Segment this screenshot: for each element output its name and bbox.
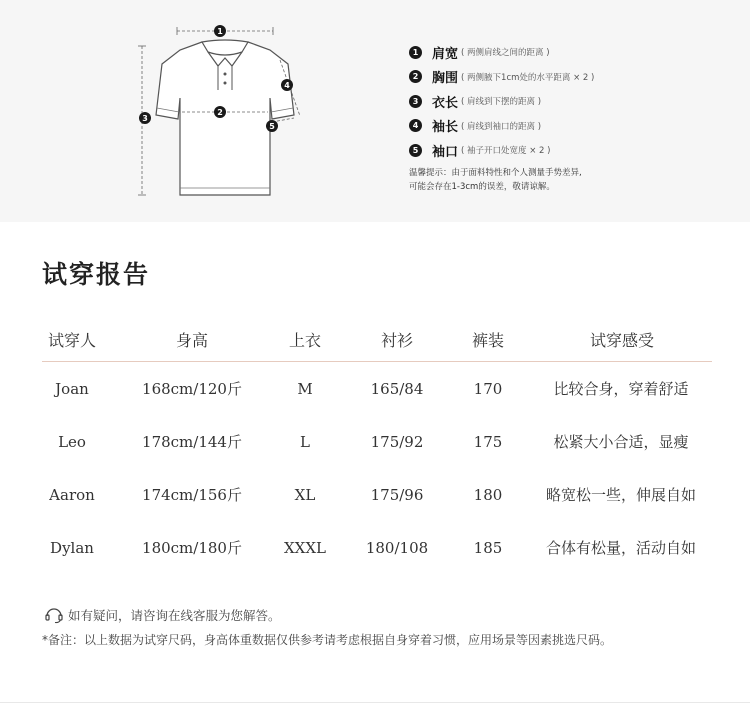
measurement-legend bbox=[409, 40, 594, 163]
bottom-divider bbox=[0, 702, 750, 703]
cell-top: L bbox=[300, 433, 310, 451]
number-badge-icon: 4 bbox=[409, 119, 422, 132]
table-row bbox=[0, 469, 750, 522]
marker-4-icon bbox=[281, 79, 293, 91]
header-pants: 裤装 bbox=[471, 331, 505, 350]
legend-item bbox=[409, 114, 594, 139]
customer-service-hint bbox=[44, 606, 281, 624]
cell-shirt: 175/92 bbox=[370, 433, 424, 451]
cell-height: 178cm/144斤 bbox=[142, 433, 242, 451]
legend-desc: ( 两侧肩线之间的距离 ) bbox=[461, 48, 550, 59]
cell-tester: Dylan bbox=[50, 539, 94, 557]
number-badge-icon: 5 bbox=[409, 144, 422, 157]
legend-item bbox=[409, 65, 594, 90]
cell-height: 174cm/156斤 bbox=[142, 486, 242, 504]
legend-desc: ( 肩线到袖口的距离 ) bbox=[461, 121, 542, 132]
legend-term: 肩宽 bbox=[432, 46, 459, 62]
cell-pants: 170 bbox=[473, 380, 503, 398]
legend-term: 胸围 bbox=[432, 71, 459, 87]
headset-icon bbox=[44, 606, 64, 624]
legend-term: 袖长 bbox=[432, 120, 459, 136]
legend-desc: ( 袖子开口处宽度 × 2 ) bbox=[461, 146, 551, 157]
faq-text: 如有疑问，请咨询在线客服为您解答。 bbox=[68, 608, 281, 623]
polo-shirt-icon bbox=[130, 20, 320, 205]
cell-shirt: 180/108 bbox=[365, 539, 429, 557]
cell-shirt: 175/96 bbox=[370, 486, 424, 504]
cell-top: XL bbox=[294, 486, 316, 504]
marker-5-icon bbox=[266, 120, 278, 132]
marker-2-icon bbox=[214, 106, 226, 118]
header-height: 身高 bbox=[175, 331, 209, 350]
svg-text:4: 4 bbox=[284, 81, 290, 90]
svg-text:3: 3 bbox=[142, 114, 148, 123]
number-badge-icon: 2 bbox=[409, 70, 422, 83]
measurement-tip bbox=[409, 166, 649, 194]
cell-shirt: 165/84 bbox=[370, 380, 424, 398]
cell-feedback: 合体有松量，活动自如 bbox=[545, 539, 697, 557]
svg-text:5: 5 bbox=[269, 122, 275, 131]
number-badge-icon: 1 bbox=[409, 46, 422, 59]
cell-height: 180cm/180斤 bbox=[142, 539, 242, 557]
cell-pants: 175 bbox=[473, 433, 503, 451]
shirt-diagram bbox=[130, 20, 320, 205]
cell-tester: Joan bbox=[55, 380, 89, 398]
legend-term: 衣长 bbox=[432, 95, 459, 111]
table-row bbox=[0, 416, 750, 469]
marker-1-icon bbox=[214, 25, 226, 37]
tip-line: 可能会存在1-3cm的误差，敬请谅解。 bbox=[409, 182, 555, 192]
cell-feedback: 略宽松一些，伸展自如 bbox=[545, 486, 697, 504]
marker-3-icon bbox=[139, 112, 151, 124]
table-row bbox=[0, 363, 750, 416]
page-title: 试穿报告 bbox=[42, 260, 151, 289]
legend-item bbox=[409, 40, 594, 65]
remark-note: *备注：以上数据为试穿尺码，身高体重数据仅供参考请考虑根据自身穿着习惯，应用场景等因素挑选尺码。 bbox=[42, 633, 613, 647]
legend-term: 袖口 bbox=[432, 144, 459, 160]
svg-text:1: 1 bbox=[217, 27, 223, 36]
legend-desc: ( 两侧腋下1cm处的水平距离 × 2 ) bbox=[461, 72, 595, 83]
tip-line: 温馨提示：由于面料特性和个人测量手势差异, bbox=[409, 168, 582, 178]
header-tester: 试穿人 bbox=[47, 331, 97, 350]
table-header-row bbox=[42, 322, 712, 362]
cell-pants: 185 bbox=[473, 539, 503, 557]
cell-tester: Leo bbox=[58, 433, 86, 451]
legend-desc: ( 肩线到下摆的距离 ) bbox=[461, 97, 542, 108]
cell-top: M bbox=[297, 380, 313, 398]
header-shirt: 衬衫 bbox=[380, 331, 414, 350]
number-badge-icon: 3 bbox=[409, 95, 422, 108]
header-top: 上衣 bbox=[288, 331, 322, 350]
cell-pants: 180 bbox=[473, 486, 503, 504]
table-row bbox=[0, 522, 750, 575]
cell-feedback: 松紧大小合适，显瘦 bbox=[553, 433, 689, 451]
fit-report-table bbox=[0, 322, 750, 575]
cell-height: 168cm/120斤 bbox=[142, 380, 242, 398]
cell-tester: Aaron bbox=[49, 486, 95, 504]
cell-feedback: 比较合身，穿着舒适 bbox=[553, 380, 689, 398]
size-guide-panel bbox=[0, 0, 750, 222]
header-feedback: 试穿感受 bbox=[589, 331, 655, 350]
cell-top: XXXL bbox=[284, 539, 326, 557]
legend-item bbox=[409, 89, 594, 114]
legend-item bbox=[409, 138, 594, 163]
svg-text:2: 2 bbox=[217, 108, 223, 117]
